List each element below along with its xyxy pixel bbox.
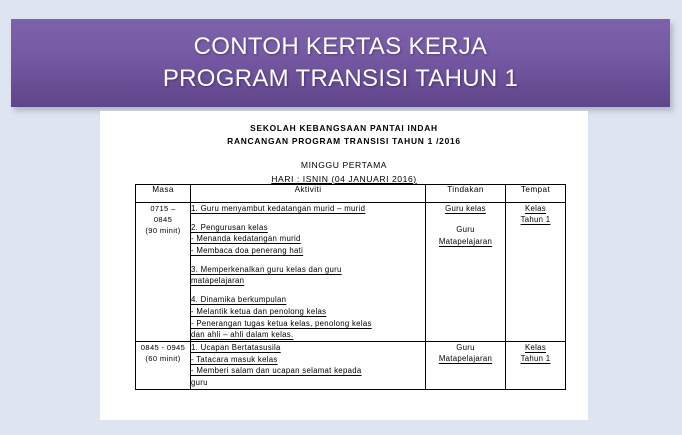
activity-line: - Membaca doa penerang hati [191, 246, 304, 256]
tindakan-line: Guru [456, 225, 475, 235]
masa-duration: (60 minit) [145, 353, 181, 363]
tempat-line [506, 214, 565, 225]
activity-group [191, 342, 425, 389]
banner-title-line-1: CONTOH KERTAS KERJA [193, 33, 488, 61]
school-name: SEKOLAH KEBANGSAAN PANTAI INDAH [250, 123, 438, 133]
masa-line: 0845 [153, 215, 173, 224]
tindakan-line [426, 236, 505, 247]
activity-group [191, 294, 425, 341]
table-header-row [136, 185, 566, 203]
column-header-tindakan: Tindakan [426, 185, 506, 203]
masa-line: 0715 – [150, 204, 176, 213]
banner-title-line-2: PROGRAM TRANSISI TAHUN 1 [162, 65, 519, 92]
tindakan-line [426, 353, 505, 364]
table-row [136, 341, 566, 389]
program-plan-title: RANCANGAN PROGRAM TRANSISI TAHUN 1 /2016 [227, 135, 461, 146]
cell-masa [136, 341, 191, 389]
cell-tempat [506, 203, 566, 342]
activity-line: 2. Pengurusan kelas [191, 222, 268, 232]
activity-line: 1. Ucapan Bertatasusila [191, 342, 281, 352]
tindakan-text: Matapelajaran [438, 236, 493, 246]
day-date-label: HARI : ISNIN (04 JANUARI 2016) [271, 173, 417, 184]
tempat-text: Kelas [524, 342, 546, 352]
column-header-aktiviti: Aktiviti [191, 185, 426, 203]
tindakan-line [426, 203, 505, 214]
activity-group [191, 264, 425, 287]
tindakan-text: Guru kelas [445, 204, 486, 213]
tempat-line [506, 203, 565, 214]
activity-line: - Menanda kedatangan murid [191, 234, 301, 244]
document-heading [100, 111, 588, 147]
activity-line: 4. Dinamika berkumpulan [191, 295, 287, 305]
activity-line: - Melantik ketua dan penolong kelas [191, 306, 327, 316]
cell-masa [136, 203, 191, 342]
table-row [136, 203, 566, 342]
cell-tempat [506, 341, 566, 389]
activity-line: matapelajaran [191, 276, 245, 286]
week-label: MINGGU PERTAMA [300, 160, 388, 171]
cell-tindakan [426, 203, 506, 342]
activity-group [191, 222, 425, 257]
activity-line: guru [191, 377, 208, 387]
cell-aktiviti [191, 203, 426, 342]
tempat-text: Tahun 1 [520, 215, 551, 225]
tempat-line [506, 342, 565, 353]
schedule-table [135, 184, 566, 390]
title-banner [11, 19, 670, 107]
tempat-text: Tahun 1 [520, 354, 551, 364]
document-page [100, 111, 588, 420]
column-header-tempat: Tempat [506, 185, 566, 203]
tindakan-text: Matapelajaran [438, 354, 493, 364]
tempat-line [506, 353, 565, 364]
cell-tindakan [426, 341, 506, 389]
activity-line: 3. Memperkenalkan guru kelas dan guru [191, 264, 342, 274]
masa-line: 0845 - 0945 [140, 342, 186, 352]
activity-line: dan ahli – ahli dalam kelas. [191, 330, 294, 340]
tempat-text: Kelas [524, 204, 546, 213]
column-header-masa: Masa [136, 185, 191, 203]
activity-line: - Penerangan tugas ketua kelas, penolong kelas [191, 318, 372, 328]
activity-line: - Memberi salam dan ucapan selamat kepada [191, 366, 362, 376]
document-subheading [100, 159, 588, 186]
activity-line: - Tatacara masuk kelas [191, 354, 278, 364]
activity-group [191, 203, 425, 215]
masa-duration: (90 minit) [145, 226, 181, 235]
tindakan-line: Guru [456, 342, 475, 352]
cell-aktiviti [191, 341, 426, 389]
activity-line: 1. Guru menyambut kedatangan murid – murid [191, 204, 366, 213]
